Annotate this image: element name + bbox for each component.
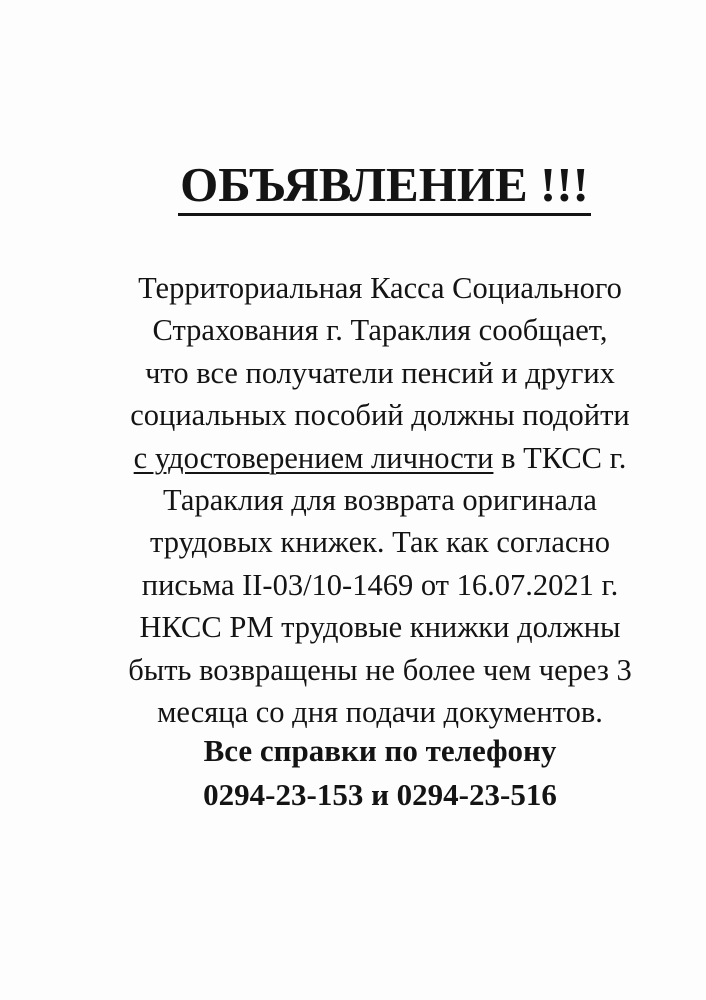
body-line-10: быть возвращены не более чем через 3: [128, 652, 632, 687]
underlined-id-phrase: с удостоверением личности: [133, 440, 494, 475]
contact-phones: 0294-23-153 и 0294-23-516: [203, 777, 557, 812]
body-line-5-rest: в ТКСС г.: [493, 440, 627, 475]
body-line-4: социальных пособий должны подойти: [130, 398, 630, 433]
body-line-8: письма II-03/10-1469 от 16.07.2021 г.: [141, 567, 619, 602]
body-line-5: [40, 437, 706, 479]
body-line-7: трудовых книжек. Так как согласно: [150, 525, 610, 560]
notice-title: [0, 155, 706, 216]
contact-block: [40, 729, 706, 817]
notice-body: [40, 267, 706, 733]
body-line-1: Территориальная Касса Социального: [138, 271, 622, 305]
notice-title-text: ОБЪЯВЛЕНИЕ !!!: [178, 157, 591, 216]
body-line-9: НКСС РМ трудовые книжки должны: [139, 610, 621, 645]
body-line-2: Страхования г. Тараклия сообщает,: [152, 313, 608, 348]
body-line-6: Тараклия для возврата оригинала: [163, 483, 597, 518]
body-line-11: месяца со дня подачи документов.: [157, 695, 603, 730]
body-line-3: что все получатели пенсий и других: [145, 355, 615, 390]
contact-heading: Все справки по телефону: [203, 733, 557, 768]
